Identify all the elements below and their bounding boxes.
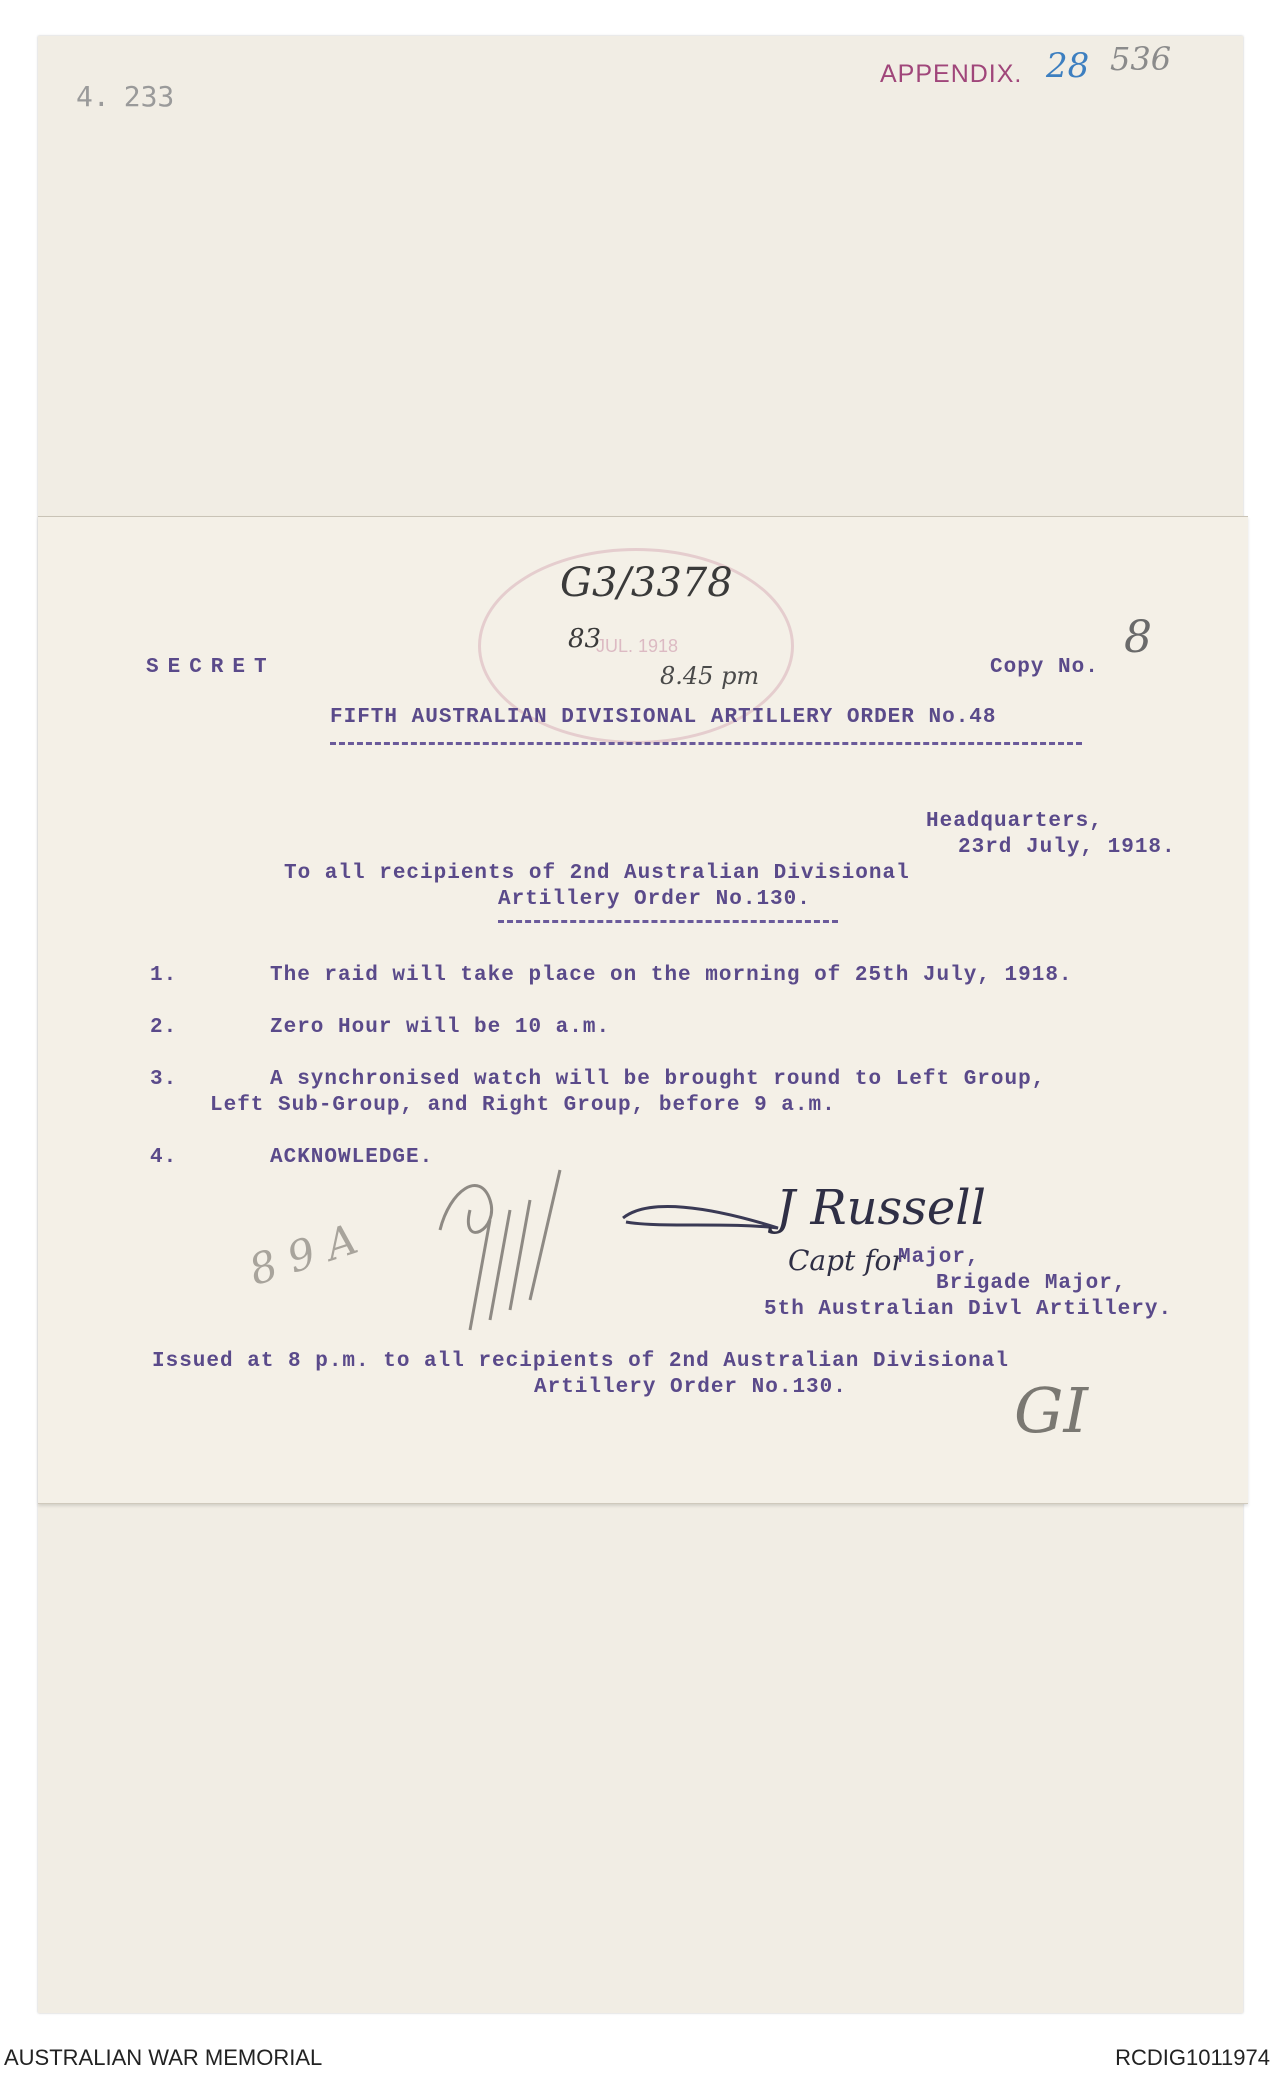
- issued-line-1: Issued at 8 p.m. to all recipients of 2nd Australian Divisional: [152, 1350, 1009, 1373]
- date: 23rd July, 1918.: [958, 836, 1176, 859]
- page-number: 536: [1110, 40, 1172, 78]
- item-text-3b: Left Sub-Group, and Right Group, before 9 a.m.: [210, 1094, 836, 1117]
- order-title: FIFTH AUSTRALIAN DIVISIONAL ARTILLERY ORDER No.48: [330, 706, 997, 729]
- pencil-note-left: 8 9 A: [243, 1214, 364, 1295]
- stamp-date: JUL. 1918: [596, 636, 679, 656]
- handwritten-reference: G3/3378: [560, 560, 733, 606]
- file-number: 4. 233: [76, 80, 175, 113]
- footer-id: RCDIG1011974: [1115, 2045, 1270, 2070]
- addressee-line-2: Artillery Order No.130.: [498, 888, 811, 911]
- signature-capt: Capt for: [788, 1244, 905, 1277]
- issued-line-2: Artillery Order No.130.: [534, 1376, 847, 1399]
- signature: J Russell: [776, 1180, 986, 1236]
- pencil-scribble-icon: [410, 1130, 590, 1340]
- item-number-3: 3.: [150, 1068, 178, 1091]
- footer-source: AUSTRALIAN WAR MEMORIAL: [4, 2045, 323, 2070]
- item-text-4: ACKNOWLEDGE.: [270, 1146, 434, 1169]
- item-text-2: Zero Hour will be 10 a.m.: [270, 1016, 611, 1039]
- handwritten-time: 8.45 pm: [660, 662, 760, 690]
- location: Headquarters,: [926, 810, 1103, 833]
- item-text-3a: A synchronised watch will be brought round to Left Group,: [270, 1068, 1046, 1091]
- appendix-number: 28: [1046, 46, 1090, 86]
- item-number-1: 1.: [150, 964, 178, 987]
- addressee-line-1: To all recipients of 2nd Australian Divisional: [284, 862, 910, 885]
- addressee-underline: [498, 920, 838, 923]
- signature-rank: Major,: [898, 1246, 980, 1269]
- title-underline: [330, 742, 1082, 745]
- signature-flourish-icon: [618, 1188, 788, 1248]
- handwritten-sub: 83: [568, 624, 602, 654]
- copy-number: 8: [1124, 612, 1152, 663]
- item-number-2: 2.: [150, 1016, 178, 1039]
- classification: SECRET: [146, 656, 276, 679]
- item-text-1: The raid will take place on the morning of 25th July, 1918.: [270, 964, 1073, 987]
- copy-label: Copy No.: [990, 656, 1099, 679]
- signature-title: Brigade Major,: [936, 1272, 1127, 1295]
- appendix-stamp: APPENDIX.: [880, 60, 1023, 88]
- pencil-initials: GI: [1014, 1374, 1089, 1447]
- signature-unit: 5th Australian Divl Artillery.: [764, 1298, 1173, 1321]
- item-number-4: 4.: [150, 1146, 178, 1169]
